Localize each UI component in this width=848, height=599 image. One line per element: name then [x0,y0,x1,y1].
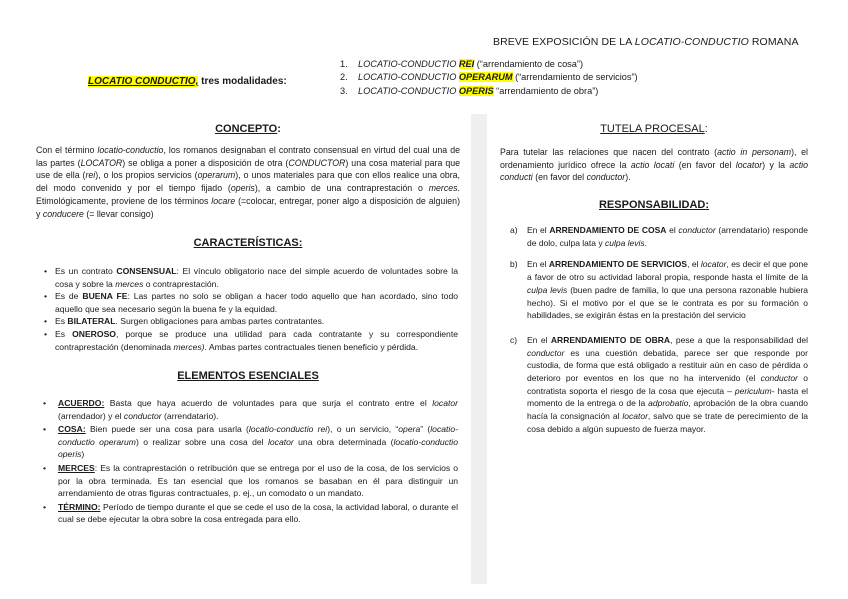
text-run: , es decir el que pone a favor de otro su actividad laboral propia, responde hasta el límite de la [527,259,808,283]
modality-item: 2. LOCATIO-CONDUCTIO OPERARUM (“arrendamiento de servicios”) [340,72,638,83]
text-run: . Surgen obligaciones para ambas partes contratantes. [115,316,325,327]
text-run: locator [267,436,294,447]
text-run: o contratista soporta el riesgo de la cosa que ejecuta – [527,373,808,396]
text-run: rei [85,170,96,181]
text-run: ” ( [420,424,431,435]
list-item: c) En el ARRENDAMIENTO DE OBRA, pese a que la responsabilidad del conductor es una cuestión debatida, parece ser que responde por custodia, de forma que está obligado a restituir aún en caso de pérdida o deterioro por eventos en los que no ha intervenido (el conductor o contratista soporta el riesgo de la cosa que ejecuta – periculum- hasta el momento de la entrega o de la adprobatio, aprobación de la obra cuando hacía la consignación al locator, salvo que se trate de perecimiento de la cosa debido a algún supuesto de fuerza mayor. [510,334,808,434]
text-run: locator [700,259,727,270]
text-run: (arrendatario). [161,410,219,421]
text-run: operarum [197,170,236,181]
text-run: ), o los propios servicios ( [95,170,198,181]
list-item [40,397,458,422]
text-run: ARRENDAMIENTO DE COSA [549,225,667,235]
text-run: conducere [42,208,84,219]
text-run: ), o un servicio, “ [327,424,399,435]
text-run: ), el ordenamiento jurídico ofrece la [500,147,809,170]
text-run: ARRENDAMIENTO DE OBRA [550,334,671,345]
text-run: merces [428,183,458,194]
tutela-heading: TUTELA PROCESAL: [600,123,708,135]
elementos-list [40,397,458,527]
text-run: Para tutelar las relaciones que nacen del contrato ( [500,147,718,157]
text-run: , pese a que la responsabilidad del [670,334,808,345]
concepto-heading: CONCEPTO: [215,123,281,135]
text-run: conductor [527,347,565,358]
modality-item: 1. LOCATIO-CONDUCTIO REI (“arrendamiento de cosa”) [340,59,583,69]
text-run: conductor [123,410,162,421]
caracteristicas-heading: CARACTERÍSTICAS: [193,237,303,249]
text-run: locator [622,411,648,422]
responsabilidad-heading: RESPONSABILIDAD: [598,199,709,211]
document-header [493,36,799,48]
list-item: a) En el ARRENDAMIENTO DE COSA el conductor (arrendatario) responde de dolo, culpa lata y culpa levis. [510,225,808,248]
text-run: MERCES [58,462,95,473]
list-item [40,501,458,526]
text-run: culpa levis [604,237,645,248]
text-run: (=colocar, entregar, poner algo a disposición de alguien) y [36,195,460,219]
text-run: locare [211,195,236,206]
tutela-text [500,146,808,184]
text-run: ). [625,172,631,183]
text-run: : Es la contraprestación o retribución que se entrega por el uso de la cosa, de los servicios o por la obra terminada. Es tan esencial que los romanos se basaban en él para distinguir un arrendamiento de otras figuras contractuales, p. ej., un comodato o un mandato. [58,462,458,499]
text-run: BUENA FE [82,291,128,302]
text-run: ) o realizar sobre una cosa del [135,436,268,447]
text-run: (arrendatario) responde de dolo, culpa lata y [527,225,808,248]
text-run: merces) [173,341,205,352]
text-run: o contraprestación. [143,278,219,289]
text-run: Es de [55,291,83,302]
text-run: . Ambas partes contractuales tienen beneficio y pérdida. [204,341,419,352]
text-run: Es [55,328,73,339]
text-run: : Las partes no solo se obligan a hacer todo aquello que han acordado, sino todo aquello que sea necesario según la buena fe y la equidad. [55,291,459,314]
list-item [40,423,458,461]
text-run: (buen padre de familia, lo que una persona razonable hubiera hecho). Si el motivo por el que se le contrata es por su formación o habilidades, se exigirán éstas en la prestación del servicio [527,284,809,321]
header-suffix: ROMANA [748,36,799,48]
text-run: (arrendador) y el [58,410,124,421]
text-run: Es [55,316,68,327]
text-run: una obra determinada ( [293,436,394,447]
text-run: . [644,237,648,248]
text-run: ), o unos materiales para que con ellos realice una obra, del modo convenido y por el tiempo fijado ( [36,170,460,194]
text-run: ) y la [762,159,790,170]
text-run: periculum [734,385,772,396]
text-run: COSA: [58,424,86,435]
text-run: Período de tiempo durante el que se cede el uso de la cosa, la actividad laboral, o durante el cual se debe ejecutar la obra sobre la cosa entregada para ello. [58,501,458,525]
text-run: locatio-conductio rei [248,424,328,435]
list-item [44,265,458,290]
text-run: - hasta el momento de la entrega o de la [527,385,808,409]
text-run: operis [230,183,255,194]
concepto-text [36,144,460,220]
text-run: , los romanos designaban el contrato consensual en virtud del cual una de las partes ( [36,145,460,168]
text-run: adprobatio [648,398,689,409]
responsabilidad-list [510,224,808,445]
modalities-list [340,58,638,98]
intro-label [88,76,287,87]
text-run: BILATERAL [67,316,116,327]
text-run: . Etimológicamente, proviene de los términos [36,183,460,206]
text-run: conductor [678,225,716,235]
text-run: Es un contrato [55,266,117,276]
text-run: : El vínculo obligatorio nace del simple acuerdo de voluntades sobre la cosa y sobre la [55,266,458,289]
intro-highlight: LOCATIO CONDUCTIO, [88,76,199,87]
text-run: CONDUCTOR [288,157,346,168]
elementos-heading: ELEMENTOS ESENCIALES [177,370,319,382]
text-run: , aprobación de la obra cuando hacía la consignación al [527,398,808,422]
list-item [44,328,458,353]
text-run: actio conducti [500,159,808,183]
text-run: (en favor del [532,172,587,183]
text-run: locator [735,159,763,170]
text-run: LOCATOR [80,157,123,168]
text-run: TÉRMINO: [58,501,101,512]
text-run: merces [115,278,144,289]
text-run: ) [81,449,85,460]
text-run: opera [398,424,421,435]
text-run: ONEROSO [72,328,116,339]
text-run: ), a cambio de una contraprestación o [254,183,429,194]
text-run: actio in personam [717,147,792,157]
text-run: conductor [586,172,626,183]
intro-rest: tres modalidades: [198,76,287,87]
text-run: En el [527,259,549,270]
text-run: ) se obliga a poner a disposición de otra ( [122,157,289,168]
text-run: ACUERDO: [58,398,105,408]
text-run: CONSENSUAL [116,266,177,276]
text-run: (= llevar consigo) [83,208,154,219]
text-run: Bien puede ser una cosa para usarla ( [85,424,249,435]
text-run: , salvo que se trate de perecimiento de la cosa debido a algún supuesto de fuerza mayor. [527,411,808,434]
list-item [44,315,458,328]
caracteristicas-list [44,265,458,353]
text-run: locatio-conductio [97,145,164,155]
text-run: ARRENDAMIENTO DE SERVICIOS [548,259,688,270]
text-run: Con el término [36,145,98,155]
text-run: Basta que haya acuerdo de voluntades para que surja el contrato entre el [104,398,433,408]
text-run: locatio-conductio operarum [58,424,458,447]
text-run: En el [527,334,551,345]
text-run: En el [527,225,550,235]
text-run: locator [432,398,458,408]
text-run: (en favor del [674,159,736,170]
text-run: locatio-conductio operis [58,436,458,460]
text-run: ) una cosa material para que use de ella ( [36,157,461,181]
text-run: culpa levis [527,284,568,295]
header-prefix: BREVE EXPOSICIÓN DE LA [493,36,635,48]
modality-item: 3. LOCATIO-CONDUCTIO OPERIS “arrendamiento de obra”) [340,85,599,96]
column-separator [471,114,487,584]
text-run: el [666,225,679,235]
header-italic: LOCATIO-CONDUCTIO [634,36,749,48]
text-run: , el [687,259,701,270]
text-run: actio locati [630,159,675,170]
text-run: , porque se produce una utilidad para cada contratante y su correspondiente contraprestación (denominada [55,328,458,352]
text-run: es una cuestión debatida, parece ser que responde por custodia, de forma que está obligado a restituir aún en caso de pérdida o deterioro por eventos en los que no ha intervenido (el [527,347,808,384]
list-item [40,462,458,500]
text-run: conductor [760,373,798,384]
list-item [44,290,458,315]
list-item: b) En el ARRENDAMIENTO DE SERVICIOS, el locator, es decir el que pone a favor de otro su actividad laboral propia, responde hasta el límite de la culpa levis (buen padre de familia, lo que una persona razonable hubiera hecho). Si el motivo por el que se le contrata es por su formación o habilidades, se exigirán éstas en la prestación del servicio [510,259,809,321]
